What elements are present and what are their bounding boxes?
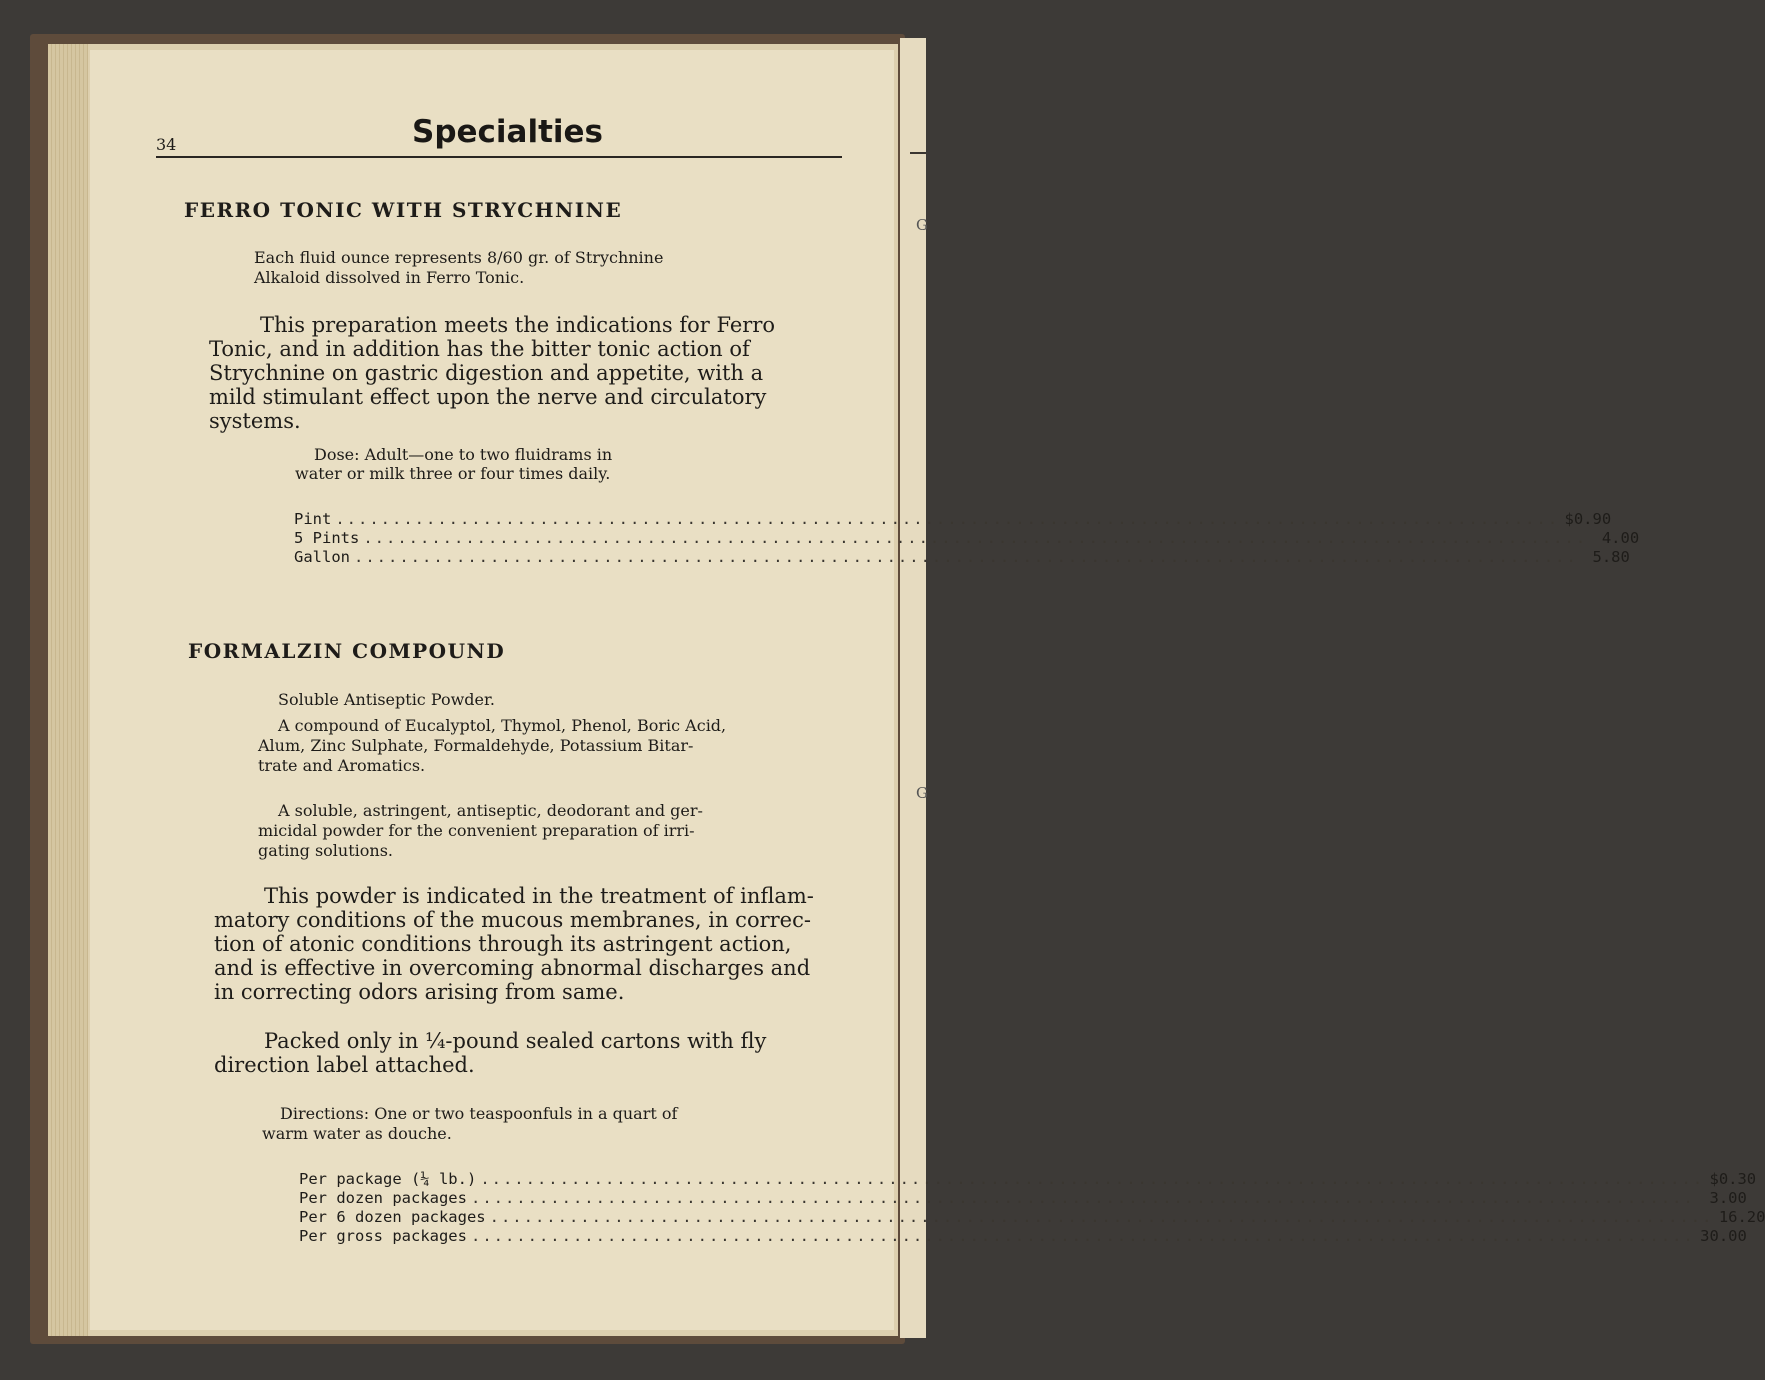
dot-leader	[471, 1227, 1695, 1246]
packing-line: Packed only in ¼-pound sealed cartons with fly	[264, 1029, 767, 1053]
dot-leader	[354, 548, 1578, 567]
description-line: A soluble, astringent, antiseptic, deodorant and ger-	[278, 801, 703, 820]
price-item: 5 Pints	[294, 529, 360, 547]
price-item: Gallon	[294, 548, 350, 566]
description-line: micidal powder for the convenient preparation of irri-	[258, 821, 695, 840]
subtitle-line: Soluble Antiseptic Powder.	[278, 690, 495, 709]
price-item: Per 6 dozen packages	[299, 1208, 486, 1226]
dose-line: Dose: Adult—one to two fluidrams in	[314, 445, 613, 464]
dot-leader	[490, 1208, 1714, 1227]
price-row	[294, 548, 1630, 567]
dot-leader	[480, 1170, 1704, 1189]
indications-line: This powder is indicated in the treatment of inflam-	[264, 884, 814, 908]
price-item: Pint	[294, 510, 332, 528]
price-row	[299, 1189, 1747, 1208]
facing-page-rule	[910, 152, 926, 154]
price-row	[299, 1208, 1765, 1227]
composition-line: A compound of Eucalyptol, Thymol, Phenol, Boric Acid,	[278, 716, 727, 735]
composition-line: Alum, Zinc Sulphate, Formaldehyde, Potassium Bitar-	[258, 736, 694, 755]
directions-line: Directions: One or two teaspoonfuls in a quart of	[280, 1104, 678, 1123]
price-value: 5.80	[1592, 548, 1630, 566]
facing-page-edge	[900, 38, 926, 1338]
page-title: Specialties	[412, 114, 604, 150]
dot-leader	[471, 1189, 1695, 1208]
dot-leader	[335, 510, 1559, 529]
price-value: 4.00	[1601, 529, 1640, 547]
intro-line: Alkaloid dissolved in Ferro Tonic.	[254, 268, 525, 287]
price-item: Per gross packages	[299, 1227, 467, 1245]
price-row	[294, 510, 1612, 529]
dot-leader	[363, 529, 1587, 548]
indications-line: tion of atonic conditions through its astringent action,	[214, 932, 792, 956]
description-line: gating solutions.	[258, 841, 394, 860]
indications-line: matory conditions of the mucous membranes, in correc-	[214, 908, 811, 932]
body-line: mild stimulant effect upon the nerve and circulatory	[209, 385, 767, 409]
price-item: Per package (¼ lb.)	[299, 1170, 477, 1188]
section-heading-ferro-tonic: FERRO TONIC WITH STRYCHNINE	[184, 198, 623, 222]
price-value: 3.00	[1709, 1189, 1747, 1207]
indications-line: in correcting odors arising from same.	[214, 980, 625, 1004]
intro-line: Each fluid ounce represents 8/60 gr. of Strychnine	[254, 248, 664, 267]
book-page	[90, 50, 1765, 1330]
price-row	[299, 1227, 1747, 1246]
facing-page-glyph: G	[916, 784, 928, 802]
price-value: $0.30	[1709, 1170, 1757, 1188]
price-item: Per dozen packages	[299, 1189, 467, 1207]
body-line: This preparation meets the indications for Ferro	[260, 313, 776, 337]
body-line: Tonic, and in addition has the bitter tonic action of	[209, 337, 750, 361]
section-heading-formalzin: FORMALZIN COMPOUND	[188, 639, 506, 663]
price-value: 16.20	[1718, 1208, 1765, 1226]
price-value: 30.00	[1700, 1227, 1747, 1245]
body-line: Strychnine on gastric digestion and appetite, with a	[209, 361, 764, 385]
packing-line: direction label attached.	[214, 1053, 475, 1077]
price-value: $0.90	[1564, 510, 1612, 528]
directions-line: warm water as douche.	[262, 1124, 452, 1143]
composition-line: trate and Aromatics.	[258, 756, 426, 775]
price-row	[294, 529, 1640, 548]
facing-page-glyph: G	[916, 216, 928, 234]
dose-line: water or milk three or four times daily.	[295, 464, 611, 483]
page-number: 34	[156, 135, 177, 154]
price-row	[299, 1170, 1757, 1189]
indications-line: and is effective in overcoming abnormal discharges and	[214, 956, 811, 980]
body-line: systems.	[209, 409, 301, 433]
title-rule	[156, 156, 842, 158]
